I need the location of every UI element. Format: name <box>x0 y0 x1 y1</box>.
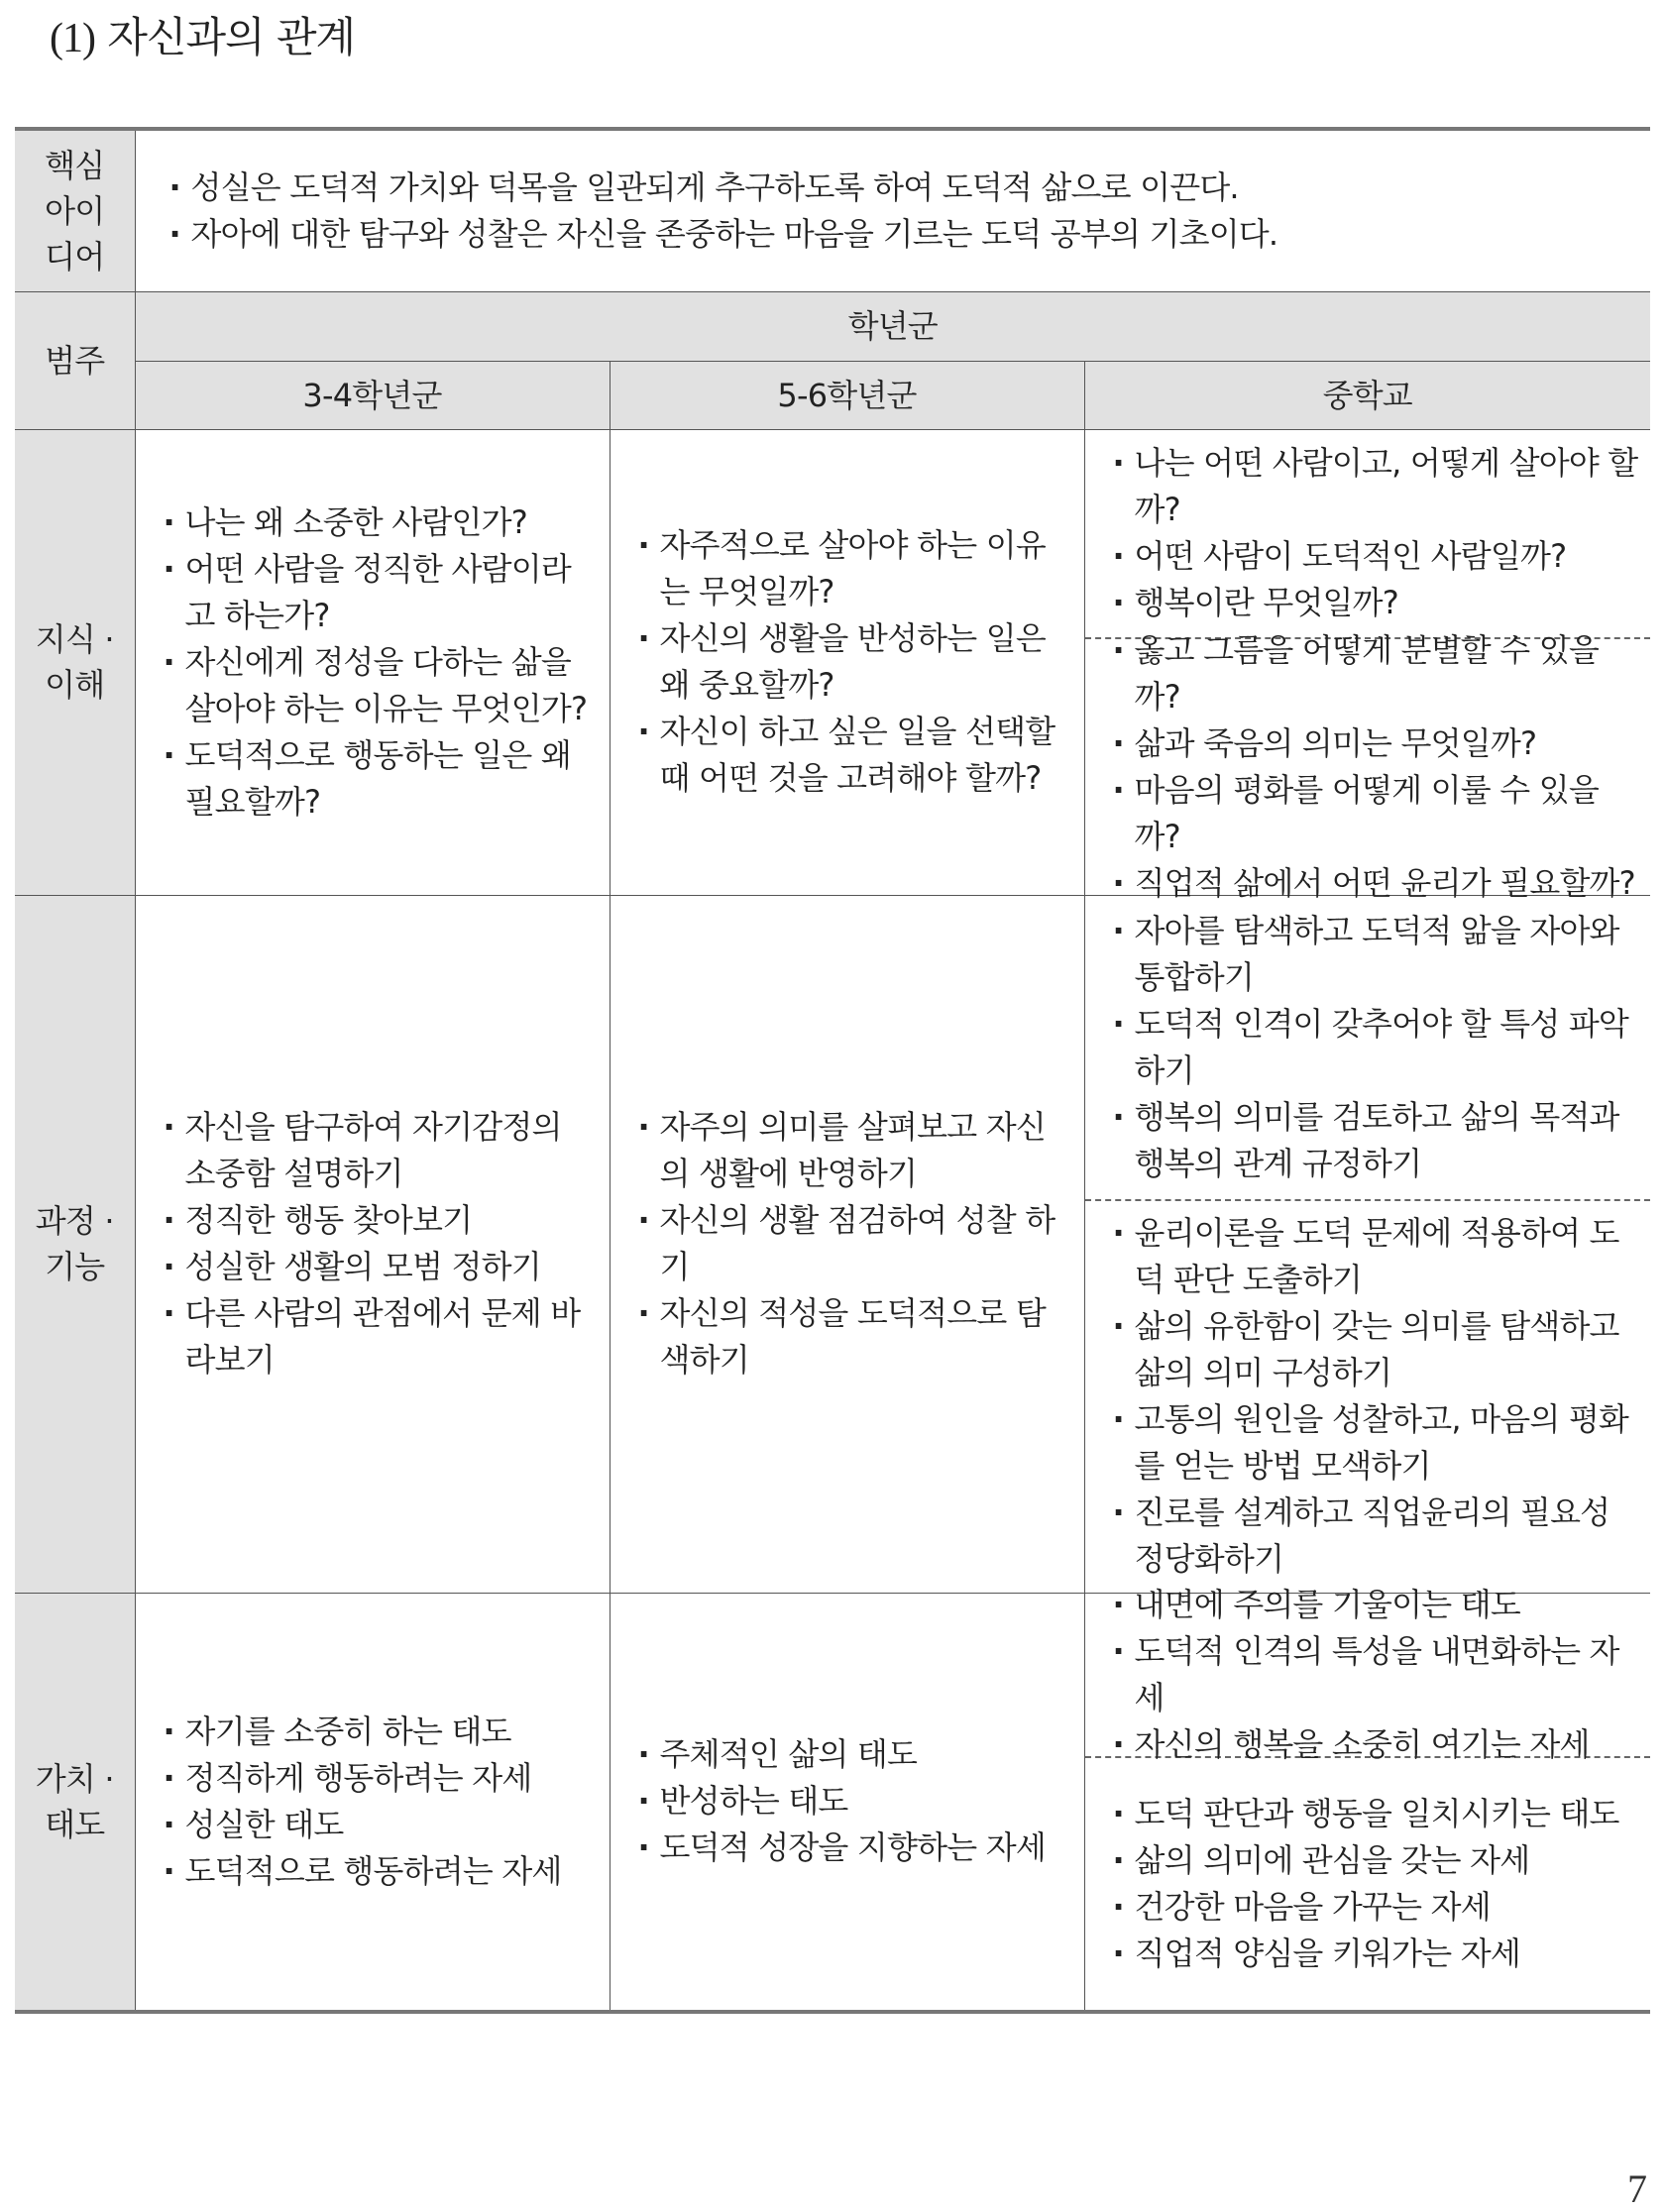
process-middle-school <box>1084 895 1650 1593</box>
row-knowledge <box>15 429 1650 895</box>
list-item: · 고통의 원인을 성찰하고, 마음의 평화를 얻는 방법 모색하기 <box>1109 1396 1639 1490</box>
list-item: · 자기를 소중히 하는 태도 <box>160 1709 596 1755</box>
list-item: · 성실한 태도 <box>160 1802 596 1848</box>
list-item: · 도덕적으로 행동하는 일은 왜 필요할까? <box>160 732 596 826</box>
core-idea-item: · 성실은 도덕적 가치와 덕목을 일관되게 추구하도록 하여 도덕적 삶으로 이끈다. <box>166 165 1637 211</box>
section-title-text: 자신과의 관계 <box>107 13 356 61</box>
list-item: · 삶의 의미에 관심을 갖는 자세 <box>1109 1837 1619 1884</box>
section-number: (1) <box>50 16 95 61</box>
list-item: · 자아를 탐색하고 도덕적 앎을 자아와 통합하기 <box>1109 908 1639 1001</box>
category-line: 기능 <box>45 1248 105 1285</box>
category-line: 과정 · <box>35 1202 114 1240</box>
attitude-grade-5-6 <box>610 1593 1084 2012</box>
list-item: · 자신이 하고 싶은 일을 선택할 때 어떤 것을 고려해야 할까? <box>634 709 1070 802</box>
list-item: · 정직하게 행동하려는 자세 <box>160 1755 596 1802</box>
category-line: 지식 · <box>35 620 114 658</box>
category-line: 태도 <box>45 1805 105 1843</box>
category-knowledge <box>15 429 135 895</box>
list-item: · 삶과 죽음의 의미는 무엇일까? <box>1109 720 1639 767</box>
list-item: · 행복의 의미를 검토하고 삶의 목적과 행복의 관계 규정하기 <box>1109 1094 1639 1187</box>
list-item: · 도덕적 성장을 지향하는 자세 <box>634 1825 1070 1871</box>
header-row-grade <box>15 291 1650 361</box>
list-item: · 자신의 행복을 소중히 여기는 자세 <box>1109 1721 1639 1768</box>
category-attitude <box>15 1593 135 2012</box>
knowledge-middle-part-a <box>1085 430 1651 639</box>
curriculum-table <box>15 127 1650 2014</box>
category-process <box>15 895 135 1593</box>
core-idea-label-line: 아이 <box>45 191 105 230</box>
list-item: · 어떤 사람을 정직한 사람이라고 하는가? <box>160 546 596 639</box>
list-item: · 성실한 생활의 모범 정하기 <box>160 1244 596 1290</box>
list-item: · 자신을 탐구하여 자기감정의 소중함 설명하기 <box>160 1104 596 1197</box>
grade-group-header: 학년군 <box>135 291 1650 361</box>
core-idea-label-line: 핵심 <box>45 146 105 184</box>
list-item: · 도덕 판단과 행동을 일치시키는 태도 <box>1109 1791 1619 1837</box>
list-item: · 주체적인 삶의 태도 <box>634 1731 1070 1778</box>
list-item: · 자신에게 정성을 다하는 삶을 살아야 하는 이유는 무엇인가? <box>160 639 596 732</box>
category-line: 가치 · <box>35 1759 114 1798</box>
knowledge-grade-5-6 <box>610 429 1084 895</box>
section-title <box>50 8 355 68</box>
row-process <box>15 895 1650 1593</box>
knowledge-middle-part-b <box>1085 630 1651 902</box>
list-item: · 직업적 삶에서 어떤 윤리가 필요할까? <box>1109 860 1639 907</box>
process-middle-part-b <box>1085 1201 1651 1593</box>
category-header: 범주 <box>15 291 135 429</box>
list-item: · 나는 어떤 사람이고, 어떻게 살아야 할까? <box>1109 440 1639 533</box>
core-idea-content <box>135 129 1650 291</box>
knowledge-grade-3-4 <box>135 429 610 895</box>
process-grade-5-6 <box>610 895 1084 1593</box>
core-idea-label-line: 디어 <box>45 237 105 276</box>
column-header-3-4: 3-4학년군 <box>135 361 610 429</box>
list-item: · 건강한 마음을 가꾸는 자세 <box>1109 1884 1619 1931</box>
category-line: 이해 <box>45 666 105 704</box>
list-item: · 도덕적 인격의 특성을 내면화하는 자세 <box>1109 1628 1639 1721</box>
list-item: · 도덕적으로 행동하려는 자세 <box>160 1848 596 1895</box>
list-item: · 어떤 사람이 도덕적인 사람일까? <box>1109 533 1639 580</box>
list-item: · 정직한 행동 찾아보기 <box>160 1197 596 1244</box>
knowledge-middle-school <box>1084 429 1650 902</box>
core-idea-row <box>15 129 1650 291</box>
list-item: · 자주적으로 살아야 하는 이유는 무엇일까? <box>634 522 1070 615</box>
list-item: · 윤리이론을 도덕 문제에 적용하여 도덕 판단 도출하기 <box>1109 1210 1639 1303</box>
list-item: · 반성하는 태도 <box>634 1778 1070 1825</box>
list-item: · 행복이란 무엇일까? <box>1109 580 1639 626</box>
attitude-middle-part-a <box>1085 1585 1651 1763</box>
row-attitude <box>15 1593 1650 2012</box>
page-number: 7 <box>1627 2166 1647 2211</box>
attitude-middle-school <box>1084 1585 1650 2012</box>
process-middle-part-a <box>1085 896 1651 1201</box>
list-item: · 삶의 유한함이 갖는 의미를 탐색하고 삶의 의미 구성하기 <box>1109 1303 1639 1396</box>
column-header-5-6: 5-6학년군 <box>610 361 1084 429</box>
list-item: · 마음의 평화를 어떻게 이룰 수 있을까? <box>1109 767 1639 860</box>
core-idea-label <box>15 129 135 291</box>
list-item: · 도덕적 인격이 갖추어야 할 특성 파악하기 <box>1109 1001 1639 1094</box>
list-item: · 나는 왜 소중한 사람인가? <box>160 499 596 546</box>
list-item: · 내면에 주의를 기울이는 태도 <box>1109 1582 1639 1628</box>
list-item: · 자주의 의미를 살펴보고 자신의 생활에 반영하기 <box>634 1104 1070 1197</box>
list-item: · 진로를 설계하고 직업윤리의 필요성 정당화하기 <box>1109 1490 1639 1583</box>
column-header-middle: 중학교 <box>1084 361 1650 429</box>
attitude-middle-part-b <box>1085 1758 1651 2010</box>
list-item: · 자신의 생활 점검하여 성찰 하기 <box>634 1197 1070 1290</box>
list-item: · 자신의 적성을 도덕적으로 탐색하기 <box>634 1290 1070 1383</box>
core-idea-item: · 자아에 대한 탐구와 성찰은 자신을 존중하는 마음을 기르는 도덕 공부의 기초이다. <box>166 211 1637 258</box>
list-item: · 다른 사람의 관점에서 문제 바라보기 <box>160 1290 596 1383</box>
process-grade-3-4 <box>135 895 610 1593</box>
list-item: · 직업적 양심을 키워가는 자세 <box>1109 1931 1619 1977</box>
list-item: · 자신의 생활을 반성하는 일은 왜 중요할까? <box>634 615 1070 709</box>
header-row-columns <box>15 361 1650 429</box>
list-item: · 옳고 그름을 어떻게 분별할 수 있을까? <box>1109 627 1639 720</box>
attitude-grade-3-4 <box>135 1593 610 2012</box>
